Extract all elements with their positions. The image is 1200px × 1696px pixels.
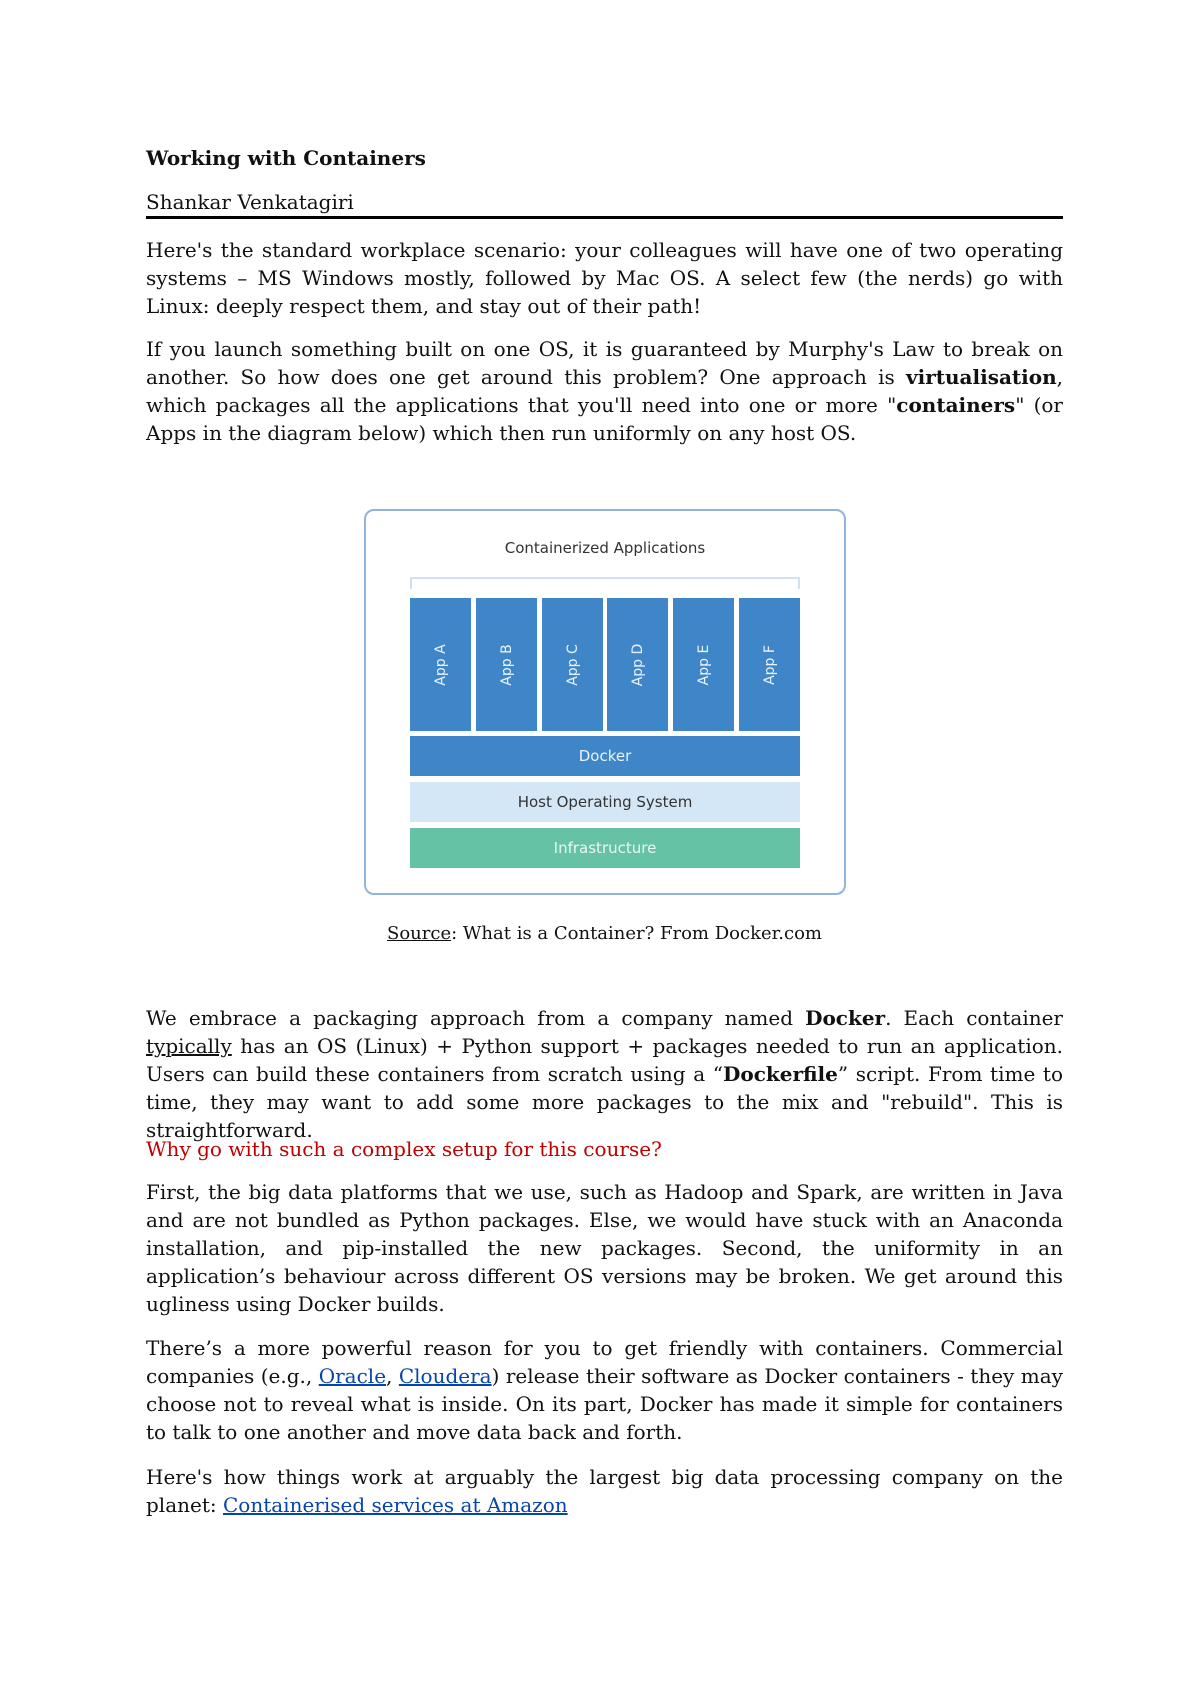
docker-layer: Docker <box>410 736 800 776</box>
doc-author: Shankar Venkatagiri <box>146 190 354 214</box>
title-rule <box>146 216 1063 219</box>
oracle-link[interactable]: Oracle <box>318 1364 387 1388</box>
infrastructure-layer: Infrastructure <box>410 828 800 868</box>
app-f-block: App F <box>739 598 800 731</box>
diagram-title: Containerized Applications <box>504 539 706 557</box>
host-os-layer: Host Operating System <box>410 782 800 822</box>
paragraph-5: There’s a more powerful reason for you to get friendly with containers. Commercial companies (e.g., Oracle, Cloudera) release their software as Docker containers - they may choose not to reveal what is inside. On its part, Docker has made it simple for containers to talk to one another and move data back and forth. <box>146 1336 1063 1444</box>
app-e-block: App E <box>673 598 734 731</box>
term-typically: typically <box>146 1034 232 1058</box>
term-dockerfile: Dockerfile <box>723 1062 838 1086</box>
paragraph-1: Here's the standard workplace scenario: your colleagues will have one of two operating systems – MS Windows mostly, followed by Mac OS. A select few (the nerds) go with Linux: deeply respect them, and stay out of their path! <box>146 238 1063 318</box>
app-b-block: App B <box>476 598 537 731</box>
container-diagram <box>364 509 846 895</box>
doc-title: Working with Containers <box>146 146 426 170</box>
paragraph-2: If you launch something built on one OS, it is guaranteed by Murphy's Law to break on another. So how does one get around this problem? One approach is virtualisation, which packages all the applications that you'll need into one or more "containers" (or Apps in the diagram below) which then run uniformly on any host OS. <box>146 337 1063 445</box>
caption-source-label: Source <box>387 923 452 944</box>
app-a-block: App A <box>410 598 471 731</box>
question-heading: Why go with such a complex setup for this course? <box>146 1137 662 1161</box>
paragraph-4: First, the big data platforms that we use, such as Hadoop and Spark, are written in Java and are not bundled as Python packages. Else, we would have stuck with an Anaconda installation, and pip-installed the new packages. Second, the uniformity in an application’s behaviour across different OS versions may be broken. We get around this ugliness using Docker builds. <box>146 1180 1063 1316</box>
figure-caption: Source: What is a Container? From Docker.com <box>387 923 822 944</box>
app-c-block: App C <box>542 598 603 731</box>
amazon-containers-link[interactable]: Containerised services at Amazon <box>222 1493 568 1517</box>
term-containers: containers <box>896 393 1016 417</box>
apps-row <box>410 598 800 731</box>
term-virtualisation: virtualisation <box>906 365 1057 389</box>
cloudera-link[interactable]: Cloudera <box>398 1364 492 1388</box>
paragraph-6: Here's how things work at arguably the largest big data processing company on the planet: Containerised services at Amazon <box>146 1465 1063 1517</box>
apps-bracket <box>410 577 800 589</box>
term-docker: Docker <box>805 1006 886 1030</box>
app-d-block: App D <box>607 598 668 731</box>
paragraph-3: We embrace a packaging approach from a company named Docker. Each container typically has an OS (Linux) + Python support + packages needed to run an application. Users can build these containers from scratch using a “Dockerfile” script. From time to time, they may want to add some more packages to the mix and "rebuild". This is straightforward. <box>146 1006 1063 1142</box>
